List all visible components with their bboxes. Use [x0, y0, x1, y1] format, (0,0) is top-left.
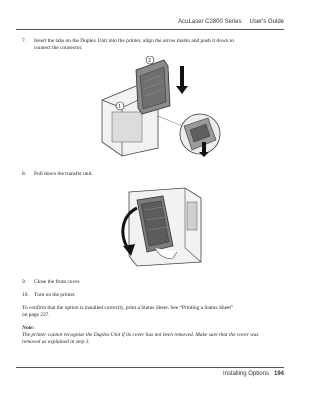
page-number: 194 — [273, 371, 284, 377]
step-text: Pull down the transfer unit. — [34, 171, 93, 177]
confirm-line-2: on page 237. — [22, 311, 50, 318]
step-number: 8. — [22, 171, 27, 177]
confirm-line-1: To confirm that the option is installed correctly, print a Status Sheet. See “Printing a Status Sheet” — [22, 305, 234, 311]
confirm-paragraph — [22, 305, 284, 318]
step-number: 10. — [22, 292, 29, 298]
product-name: AcuLaser C2800 Series — [178, 19, 242, 25]
step-number: 7. — [22, 38, 27, 44]
step-text-continued: connect the connector. — [34, 44, 83, 51]
duplex-unit-insertion-illustration — [92, 56, 224, 159]
section-name: Installing Options — [222, 371, 269, 377]
step-number: 9. — [22, 279, 27, 285]
note-line-2: removed as explained in step 3. — [22, 338, 90, 345]
note-title: Note: — [22, 325, 35, 331]
step-text: Insert the tabs on the Duplex Unit into the printer, align the arrow marks and push it down to — [34, 38, 234, 44]
callout-2-label: 2 — [148, 58, 152, 65]
callout-1-label: 1 — [118, 104, 122, 111]
running-footer — [223, 371, 284, 377]
step-9 — [22, 279, 284, 286]
running-header — [178, 19, 284, 25]
step-8 — [22, 171, 284, 178]
step-7 — [22, 38, 284, 51]
step-10 — [22, 292, 284, 299]
footer-rule — [16, 367, 284, 368]
step-text: Close the front cover. — [34, 279, 81, 285]
transfer-unit-illustration — [115, 186, 210, 268]
guide-name: User's Guide — [249, 19, 284, 25]
step-text: Turn on the printer. — [34, 292, 76, 298]
note-line-1: The printer cannot recognize the Duplex Unit if its cover has not been removed. Make sure that the cover was — [22, 332, 259, 338]
note-body — [22, 332, 284, 345]
header-rule — [16, 29, 284, 30]
